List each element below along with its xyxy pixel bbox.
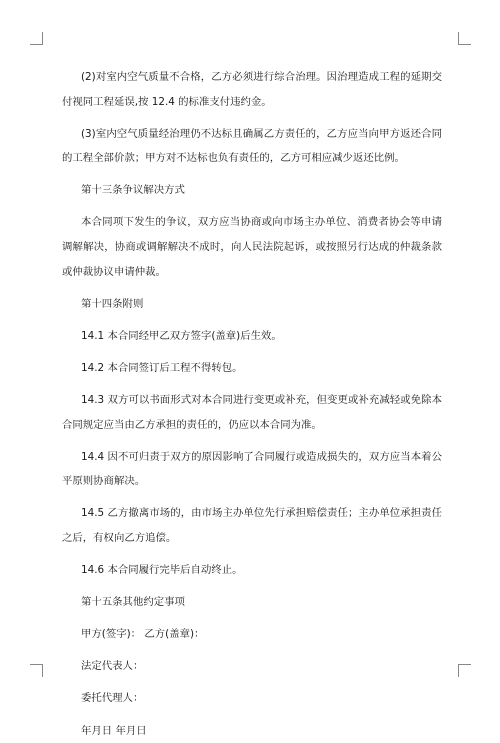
section-heading: 第十三条争议解决方式 xyxy=(81,184,185,197)
paragraph: 本合同项下发生的争议，双方应当协商或向市场主办单位、消费者协会等申请调解解决，协商或调解解决不成时，向人民法院起诉，或按照另行达成的仲裁条款或仲裁协议申请仲裁。 xyxy=(62,216,442,278)
signature-line: 委托代理人： xyxy=(81,692,144,705)
crop-mark-bottom-right xyxy=(458,664,471,677)
section-heading: 第十四条附则 xyxy=(81,297,144,310)
signature-line: 甲方(签字)： 乙方(盖章)： xyxy=(81,628,205,641)
signature-line: 法定代表人： xyxy=(81,660,144,673)
paragraph: 14.4 因不可归责于双方的原因影响了合同履行或造成损失的，双方应当本着公平原则协商解决。 xyxy=(62,450,442,488)
paragraph: 14.3 双方可以书面形式对本合同进行变更或补充，但变更或补充减轻或免除本合同规定应当由乙方承担的责任的，仍应以本合同为准。 xyxy=(62,394,442,431)
date-line: 年月日 年月日 xyxy=(81,724,147,737)
paragraph: (3)室内空气质量经治理仍不达标且确属乙方责任的，乙方应当向甲方返还合同的工程全部价款；甲方对不达标也负有责任的，乙方可相应减少返还比例。 xyxy=(62,127,442,165)
document-body xyxy=(62,65,442,743)
paragraph: 14.5 乙方撤离市场的，由市场主办单位先行承担赔偿责任；主办单位承担责任之后，有权向乙方追偿。 xyxy=(62,507,442,544)
paragraph: 14.6 本合同履行完毕后自动终止。 xyxy=(81,564,243,577)
crop-mark-top-left xyxy=(30,32,43,45)
crop-mark-bottom-left xyxy=(30,664,43,677)
crop-mark-top-right xyxy=(458,32,471,45)
paragraph: 14.2 本合同签订后工程不得转包。 xyxy=(81,361,243,374)
paragraph: (2)对室内空气质量不合格，乙方必须进行综合治理。因治理造成工程的延期交付视同工程延误,按 12.4 的标准支付违约金。 xyxy=(62,71,442,108)
section-heading: 第十五条其他约定事项 xyxy=(81,596,185,609)
paragraph: 14.1 本合同经甲乙双方签字(盖章)后生效。 xyxy=(81,329,282,342)
